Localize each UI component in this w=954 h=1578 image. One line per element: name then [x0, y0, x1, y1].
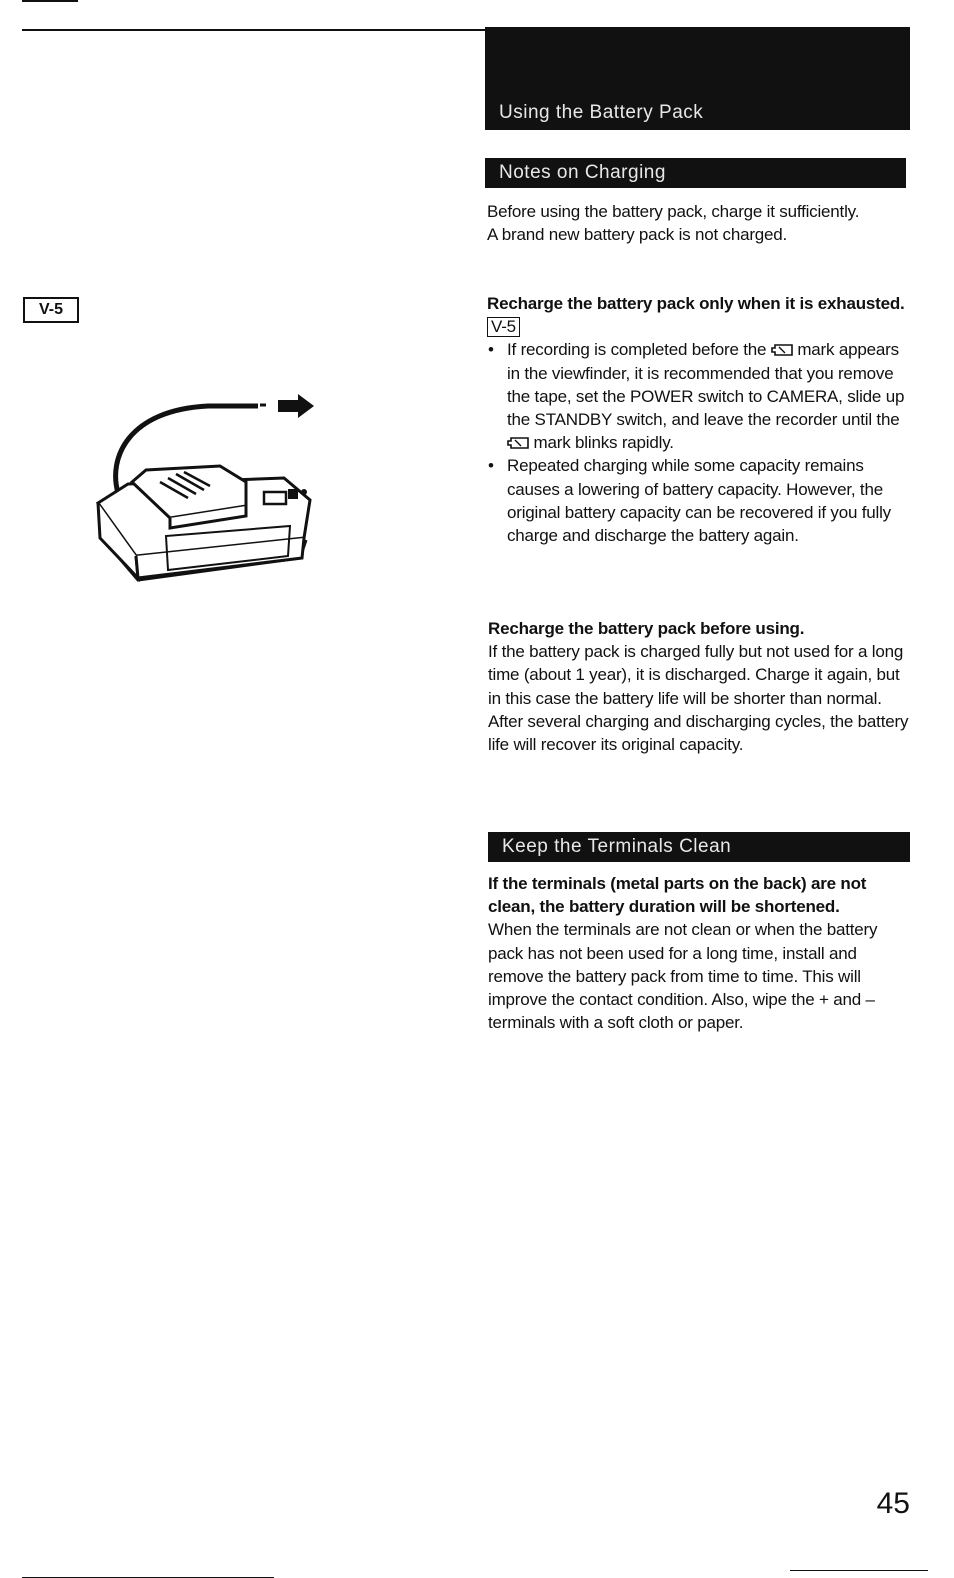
- recharge-before-using-heading: Recharge the battery pack before using.: [488, 619, 805, 638]
- bullet-text: mark blinks rapidly.: [533, 433, 674, 453]
- recharge-exhausted-block: [487, 292, 912, 547]
- side-reference-label: V-5: [23, 297, 79, 323]
- terminals-body: When the terminals are not clean or when the battery pack has not been used for a long time, install and remove the battery pack from time to time. This will improve the contact condition. Also, wipe the + and – terminals with a soft cloth or paper.: [488, 920, 878, 1033]
- chapter-title: Using the Battery Pack: [499, 102, 704, 123]
- charging-intro: Before using the battery pack, charge it sufficiently. A brand new battery pack is not charged.: [487, 202, 860, 245]
- bullet-text: If recording is completed before the: [507, 340, 767, 360]
- recharge-bullets: [487, 338, 912, 547]
- page-number: 45: [876, 1487, 910, 1520]
- recharge-exhausted-heading-text: Recharge the battery pack only when it is exhausted.: [487, 294, 905, 313]
- top-left-rule: [22, 0, 78, 2]
- recharge-before-using-block: [488, 617, 912, 756]
- bottom-right-rule: [790, 1570, 928, 1571]
- top-rule: [22, 29, 487, 31]
- battery-empty-icon: [507, 437, 529, 449]
- chapter-header: [485, 27, 910, 130]
- list-item: [487, 338, 912, 454]
- battery-charger-illustration: [88, 388, 328, 588]
- arrow-right-icon: [278, 394, 314, 418]
- section-heading-notes-on-charging: Notes on Charging: [485, 158, 906, 188]
- recharge-exhausted-heading: [487, 292, 912, 338]
- terminals-block: [488, 872, 912, 1034]
- bullet-text: mark appears in the viewfinder, it is recommended that you remove the tape, set the POWER switch to CAMERA, slide up the STANDBY switch, and leave the recorder until the: [507, 340, 905, 430]
- recharge-before-using-body: If the battery pack is charged fully but not used for a long time (about 1 year), it is discharged. Charge it again, but in this case the battery life will be shorter than normal. After several charging and discharging cycles, the battery life will recover its original capacity.: [488, 642, 909, 755]
- section-heading-keep-terminals-clean: Keep the Terminals Clean: [488, 832, 910, 862]
- battery-empty-icon: [771, 344, 793, 356]
- terminals-bold-intro: If the terminals (metal parts on the back) are not clean, the battery duration will be shortened.: [488, 874, 867, 917]
- reference-box: V-5: [487, 317, 520, 337]
- list-item: • Repeated charging while some capacity remains causes a lowering of battery capacity. However, the original battery capacity can be recovered if you fully charge and discharge the battery again.: [487, 454, 912, 547]
